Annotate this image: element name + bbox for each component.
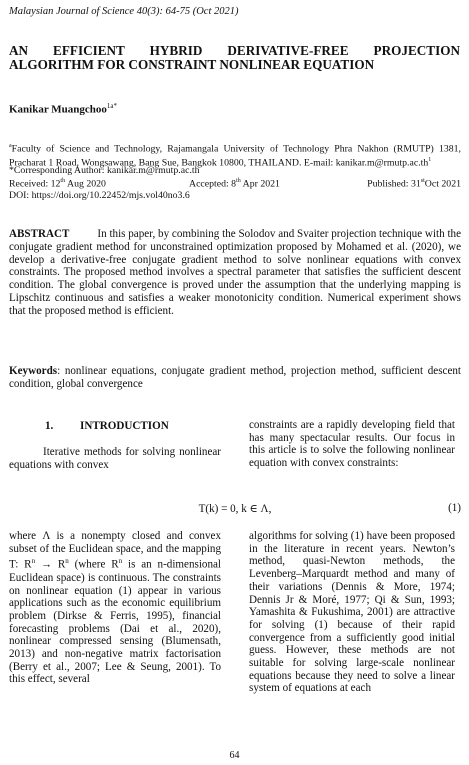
published-date: Published: 31stOct 2021	[367, 178, 461, 190]
keywords	[9, 365, 461, 391]
title-line-2: ALGORITHM FOR CONSTRAINT NONLINEAR EQUATION	[9, 57, 375, 72]
intro-col2-para1: constraints are a rapidly developing field that has many spectacular results. Our focus in this article is to solve the following nonlinear equation with convex constraints:	[249, 419, 455, 470]
intro-col1-para2: where Λ is a nonempty closed and convex subset of the Euclidean space, and the mapping T: $R^n \to R^n$ (where $R^n$ is an n-dimensional Euclidean space) is continuous. The constraints on nonlinear equation (1) appear in various applications such as the economic equilibrium problem (Dirkse & Ferris, 1995), financial forecasting problems (Dai et al., 2020), nonlinear compressed sensing (Blumensath, 2013) and non-negative matrix factorisation (Berry et al., 2007; Lee & Seung, 2001). To this effect, several	[9, 530, 222, 686]
author-name: Kanikar Muangchoo	[9, 103, 107, 116]
intro-col1-para1: Iterative methods for solving nonlinear equations with convex	[9, 446, 221, 471]
affiliation-mark: a	[9, 143, 12, 149]
abstract-text: In this paper, by combining the Solodov and Svaiter projection technique with the conjugate gradient method for unconstrained optimization proposed by Mohamed et al. (2020), we develop a derivative-free conjugate gradient method to solve nonlinear equations with convex constraints. The proposed method involves a spectral parameter that satisfies the sufficient descent condition. The global convergence is proved under the assumption that the underlying mapping is Lipschitz continuous and satisfies a weaker monotonicity condition. Numerical experiment shows that the proposed method is efficient.	[9, 228, 461, 317]
received-date: Received: 12th Aug 2020	[9, 178, 106, 190]
abstract	[9, 228, 461, 318]
equation-number: (1)	[448, 502, 461, 514]
abstract-label: ABSTRACT	[9, 228, 70, 240]
affiliation-text: Faculty of Science and Technology, Rajamangala University of Technology Phra Nakhon (RMUTP) 1381, Pracharat 1 Road, Wongsawang, Bang Sue, Bangkok 10800, THAILAND. E-mail: kanikar.m@rmutp.ac.th	[9, 143, 461, 169]
section-title: INTRODUCTION	[80, 420, 169, 432]
keywords-label: Keywords	[9, 365, 58, 377]
keywords-text: : nonlinear equations, conjugate gradient method, projection method, sufficient descent condition, global convergence	[9, 365, 461, 390]
page-number: 64	[229, 750, 240, 761]
title-line-1: AN EFFICIENT HYBRID DERIVATIVE-FREE PROJECTION	[9, 43, 460, 58]
equation-formula: T(k) = 0, k ∈ Λ,	[198, 503, 272, 515]
journal-header: Malaysian Journal of Science 40(3): 64-75 (Oct 2021)	[9, 6, 239, 17]
accepted-date: Accepted: 8th Apr 2021	[189, 178, 280, 190]
doi-link[interactable]: DOI: https://doi.org/10.22452/mjs.vol40no3.6	[9, 190, 190, 201]
paper-title	[9, 44, 460, 72]
corresponding-author: *Corresponding Author: kanikar.m@rmutp.ac.th	[9, 165, 200, 176]
affiliation-tail: 1	[428, 156, 432, 163]
intro-col2-para2: algorithms for solving (1) have been proposed in the literature in recent years. Newton’s method, quasi-Newton methods, the Levenberg–Marquardt method and many of their variations (Dennis & More, 1974; Dennis Jr & Moré, 1977; Qi & Sun, 1993; Yamashita & Fukushima, 2001) are attractive for solving (1) because of their rapid convergence from a sufficiently good initial guess. However, these methods are not suitable for solving large-scale nonlinear equations because they need to solve a linear system of equations at each	[249, 530, 455, 695]
author	[9, 102, 117, 116]
section-number: 1.	[45, 420, 54, 432]
author-marks: 1a*	[106, 102, 118, 110]
